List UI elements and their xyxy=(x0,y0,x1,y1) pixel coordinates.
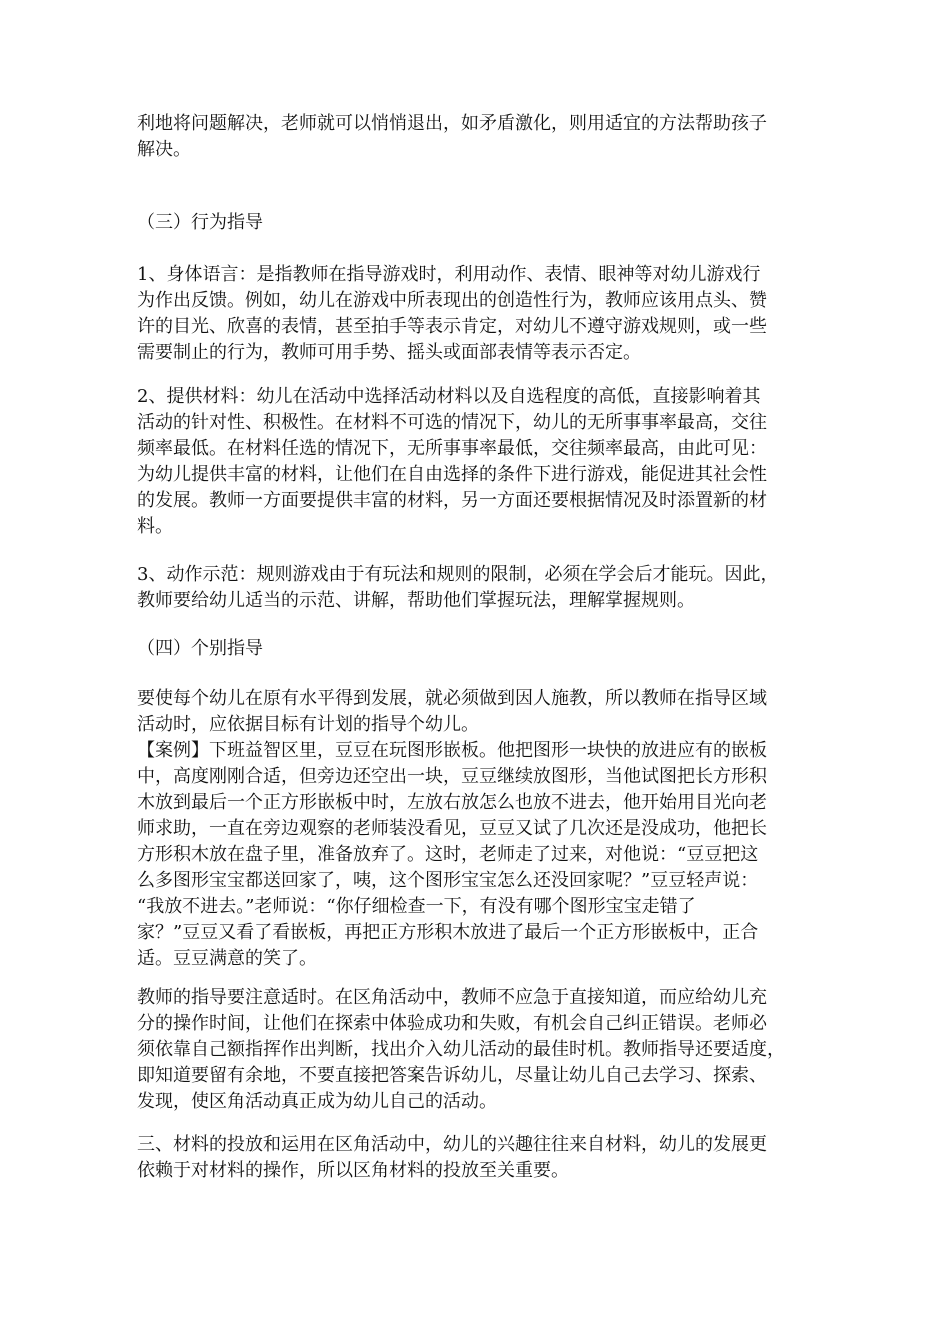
text-line: 【案例】下班益智区里，豆豆在玩图形嵌板。他把图形一块快的放进应有的嵌板 xyxy=(137,740,767,761)
heading-text: （三）行为指导 xyxy=(137,212,263,233)
text-line: 活动时，应依据目标有计划的指导个幼儿。 xyxy=(137,714,479,735)
text-line: 解决。 xyxy=(137,139,191,160)
text-line: 教师的指导要注意适时。在区角活动中，教师不应急于直接知道，而应给幼儿充 xyxy=(137,987,767,1008)
text-line: 的发展。教师一方面要提供丰富的材料，另一方面还要根据情况及时添置新的材 xyxy=(137,490,767,511)
text-line: 木放到最后一个正方形嵌板中时，左放右放怎么也放不进去，他开始用目光向老 xyxy=(137,792,767,813)
paragraph-body-language xyxy=(137,262,837,366)
text-line: 即知道要留有余地，不要直接把答案告诉幼儿，尽量让幼儿自己去学习、探索、 xyxy=(137,1065,767,1086)
text-line: 料。 xyxy=(137,516,173,537)
text-line: 利地将问题解决，老师就可以悄悄退出，如矛盾激化，则用适宜的方法帮助孩子 xyxy=(137,113,767,134)
text-line: “我放不进去。”老师说：“你仔细检查一下，有没有哪个图形宝宝走错了 xyxy=(137,896,696,917)
paragraph-timely-guidance xyxy=(137,985,837,1115)
text-line: 要使每个幼儿在原有水平得到发展，就必须做到因人施教，所以教师在指导区域 xyxy=(137,688,767,709)
paragraph-materials-placement xyxy=(137,1132,837,1184)
text-line: 适。豆豆满意的笑了。 xyxy=(137,948,317,969)
text-line: 方形积木放在盘子里，准备放弃了。这时，老师走了过来，对他说：“豆豆把这 xyxy=(137,844,759,865)
text-line: 教师要给幼儿适当的示范、讲解，帮助他们掌握玩法，理解掌握规则。 xyxy=(137,590,695,611)
text-line: 三、材料的投放和运用在区角活动中，幼儿的兴趣往往来自材料，幼儿的发展更 xyxy=(137,1134,767,1155)
text-line: 为作出反馈。例如，幼儿在游戏中所表现出的创造性行为，教师应该用点头、赞 xyxy=(137,290,767,311)
paragraph-individual-guidance-case xyxy=(137,686,837,972)
paragraph-action-demonstration xyxy=(137,562,837,614)
text-line: 师求助，一直在旁边观察的老师装没看见，豆豆又试了几次还是没成功，他把长 xyxy=(137,818,767,839)
text-line: 2、提供材料：幼儿在活动中选择活动材料以及自选程度的高低，直接影响着其 xyxy=(137,386,761,407)
paragraph-continuation xyxy=(137,111,837,163)
text-line: 活动的针对性、积极性。在材料不可选的情况下，幼儿的无所事事率最高，交往 xyxy=(137,412,767,433)
text-line: 发现，使区角活动真正成为幼儿自己的活动。 xyxy=(137,1091,497,1112)
text-line: 分的操作时间，让他们在探索中体验成功和失败，有机会自己纠正错误。老师必 xyxy=(137,1013,767,1034)
text-line: 中，高度刚刚合适，但旁边还空出一块，豆豆继续放图形，当他试图把长方形积 xyxy=(137,766,767,787)
text-line: 须依靠自己额指挥作出判断，找出介入幼儿活动的最佳时机。教师指导还要适度， xyxy=(137,1039,785,1060)
text-line: 频率最低。在材料任选的情况下，无所事事率最低，交往频率最高，由此可见： xyxy=(137,438,767,459)
section-heading-behavior-guidance xyxy=(137,210,837,236)
text-line: 为幼儿提供丰富的材料，让他们在自由选择的条件下进行游戏，能促进其社会性 xyxy=(137,464,767,485)
paragraph-provide-materials xyxy=(137,384,837,540)
text-line: 么多图形宝宝都送回家了，咦，这个图形宝宝怎么还没回家呢？”豆豆轻声说： xyxy=(137,870,759,891)
heading-text: （四）个别指导 xyxy=(137,638,263,659)
text-line: 依赖于对材料的操作，所以区角材料的投放至关重要。 xyxy=(137,1160,569,1181)
text-line: 家？”豆豆又看了看嵌板，再把正方形积木放进了最后一个正方形嵌板中，正合 xyxy=(137,922,759,943)
text-line: 需要制止的行为，教师可用手势、摇头或面部表情等表示否定。 xyxy=(137,342,641,363)
text-line: 许的目光、欣喜的表情，甚至拍手等表示肯定，对幼儿不遵守游戏规则，或一些 xyxy=(137,316,767,337)
text-line: 1、身体语言：是指教师在指导游戏时，利用动作、表情、眼神等对幼儿游戏行 xyxy=(137,264,761,285)
section-heading-individual-guidance xyxy=(137,636,837,662)
text-line: 3、动作示范：规则游戏由于有玩法和规则的限制，必须在学会后才能玩。因此， xyxy=(137,564,779,585)
